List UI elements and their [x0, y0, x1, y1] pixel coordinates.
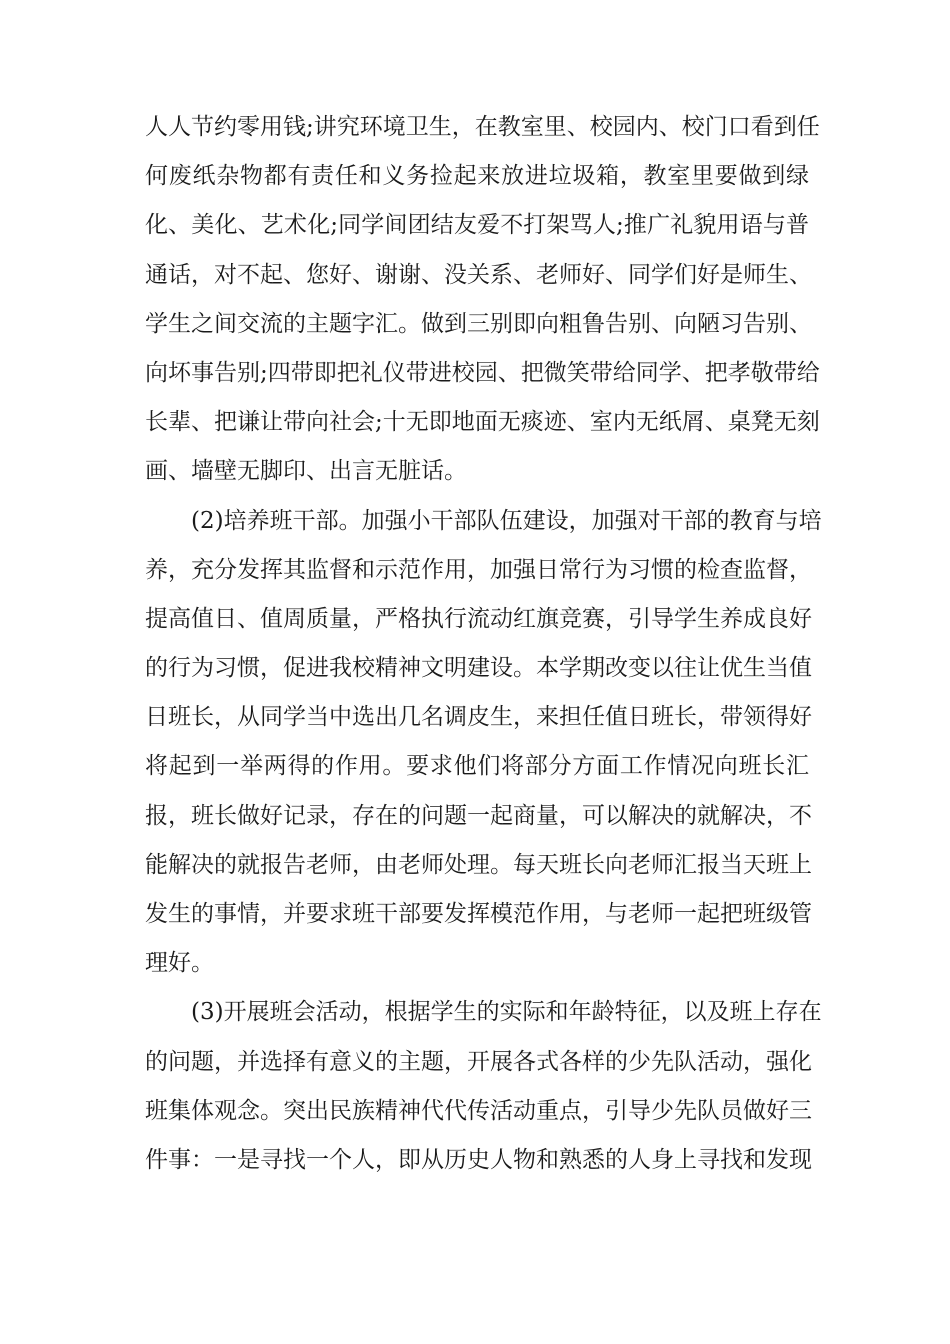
text-line: 学生之间交流的主题字汇。做到三别即向粗鲁告别、向陋习告别、	[145, 310, 812, 337]
body-text	[145, 103, 822, 1185]
text-line: 报，班长做好记录，存在的问题一起商量，可以解决的就解决，不	[145, 802, 812, 829]
text-line: 养，充分发挥其监督和示范作用，加强日常行为习惯的检查监督，	[145, 556, 812, 583]
text-line: 何废纸杂物都有责任和义务捡起来放进垃圾箱，教室里要做到绿	[145, 163, 809, 190]
text-line: 班集体观念。突出民族精神代代传活动重点，引导少先队员做好三	[145, 1097, 812, 1124]
text-line: 长辈、把谦让带向社会;十无即地面无痰迹、室内无纸屑、桌凳无刻	[145, 409, 820, 436]
text-line: 通话，对不起、您好、谢谢、没关系、老师好、同学们好是师生、	[145, 261, 812, 288]
text-line: 日班长，从同学当中选出几名调皮生，来担任值日班长，带领得好	[145, 704, 812, 731]
text-line: 人人节约零用钱;讲究环境卫生，在教室里、校园内、校门口看到任	[145, 114, 820, 140]
text-line: 能解决的就报告老师，由老师处理。每天班长向老师汇报当天班上	[145, 851, 812, 878]
text-line: 化、美化、艺术化;同学间团结友爱不打架骂人;推广礼貌用语与普	[145, 212, 809, 239]
text-line: 将起到一举两得的作用。要求他们将部分方面工作情况向班长汇	[145, 753, 809, 780]
text-line: (2)培养班干部。加强小干部队伍建设，加强对干部的教育与培	[191, 507, 822, 534]
text-line: 向坏事告别;四带即把礼仪带进校园、把微笑带给同学、把孝敬带给	[145, 359, 820, 386]
text-line: 提高值日、值周质量，严格执行流动红旗竞赛，引导学生养成良好	[145, 605, 812, 632]
text-line: 理好。	[145, 950, 214, 977]
text-line: 发生的事情，并要求班干部要发挥模范作用，与老师一起把班级管	[145, 901, 812, 927]
text-line: (3)开展班会活动，根据学生的实际和年龄特征，以及班上存在	[191, 999, 822, 1026]
text-line: 的问题，并选择有意义的主题，开展各式各样的少先队活动，强化	[145, 1048, 812, 1075]
text-line: 画、墙壁无脚印、出言无脏话。	[145, 458, 467, 485]
text-line: 的行为习惯，促进我校精神文明建设。本学期改变以往让优生当值	[145, 655, 812, 682]
text-line: 件事：一是寻找一个人，即从历史人物和熟悉的人身上寻找和发现	[145, 1146, 812, 1173]
